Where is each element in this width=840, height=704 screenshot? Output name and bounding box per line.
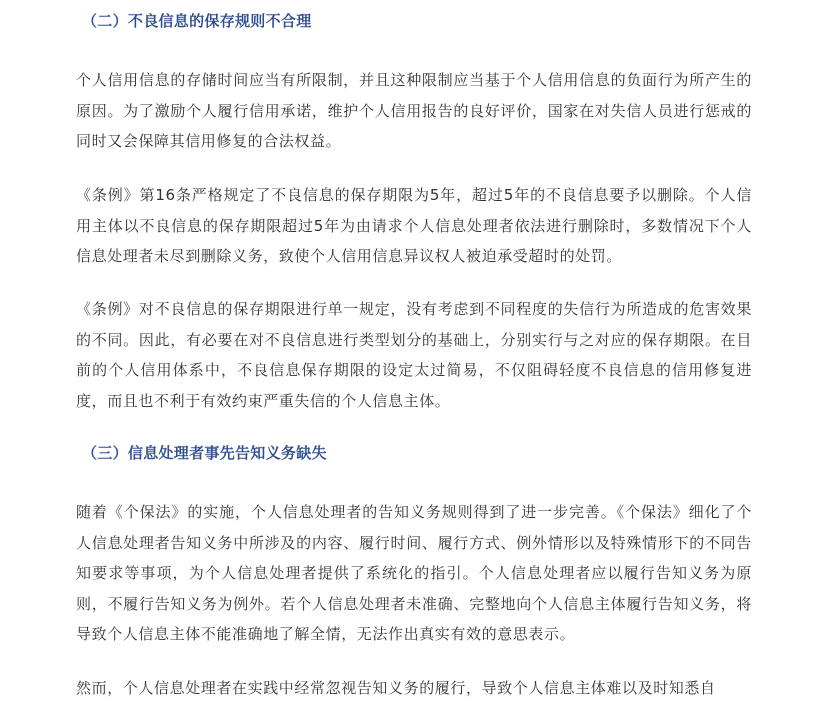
paragraph: 个人信用信息的存储时间应当有所限制，并且这种限制应当基于个人信用信息的负面行为所产生的原因。为了激励个人履行信用承诺，维护个人信用报告的良好评价，国家在对失信人员进行惩戒的同时又会保障其信用修复的合法权益。: [76, 71, 752, 150]
paragraph: 然而，个人信息处理者在实践中经常忽视告知义务的履行，导致个人信息主体难以及时知悉自: [76, 679, 716, 697]
paragraph: 《条例》对不良信息的保存期限进行单一规定，没有考虑到不同程度的失信行为所造成的危害效果的不同。因此，有必要在对不良信息进行类型划分的基础上，分别实行与之对应的保存期限。在目前的个人信用体系中，不良信息保存期限的设定太过简易，不仅阻碍轻度不良信息的信用修复进度，而且也不利于有效约束严重失信的个人信息主体。: [76, 300, 752, 410]
paragraph: 随着《个保法》的实施，个人信息处理者的告知义务规则得到了进一步完善。《个保法》细化了个人信息处理者告知义务中所涉及的内容、履行时间、履行方式、例外情形以及特殊情形下的不同告知要求等事项，为个人信息处理者提供了系统化的指引。个人信息处理者应以履行告知义务为原则，不履行告知义务为例外。若个人信息处理者未准确、完整地向个人信息主体履行告知义务，将导致个人信息主体不能准确地了解全情，无法作出真实有效的意思表示。: [76, 503, 752, 643]
section-heading-2: （二）不良信息的保存规则不合理: [82, 12, 312, 30]
paragraph: 《条例》第16条严格规定了不良信息的保存期限为5年，超过5年的不良信息要予以删除。个人信用主体以不良信息的保存期限超过5年为由请求个人信息处理者依法进行删除时，多数情况下个人信息处理者未尽到删除义务，致使个人信用信息异议权人被迫承受超时的处罚。: [76, 186, 752, 265]
section-heading-3: （三）信息处理者事先告知义务缺失: [82, 444, 327, 462]
